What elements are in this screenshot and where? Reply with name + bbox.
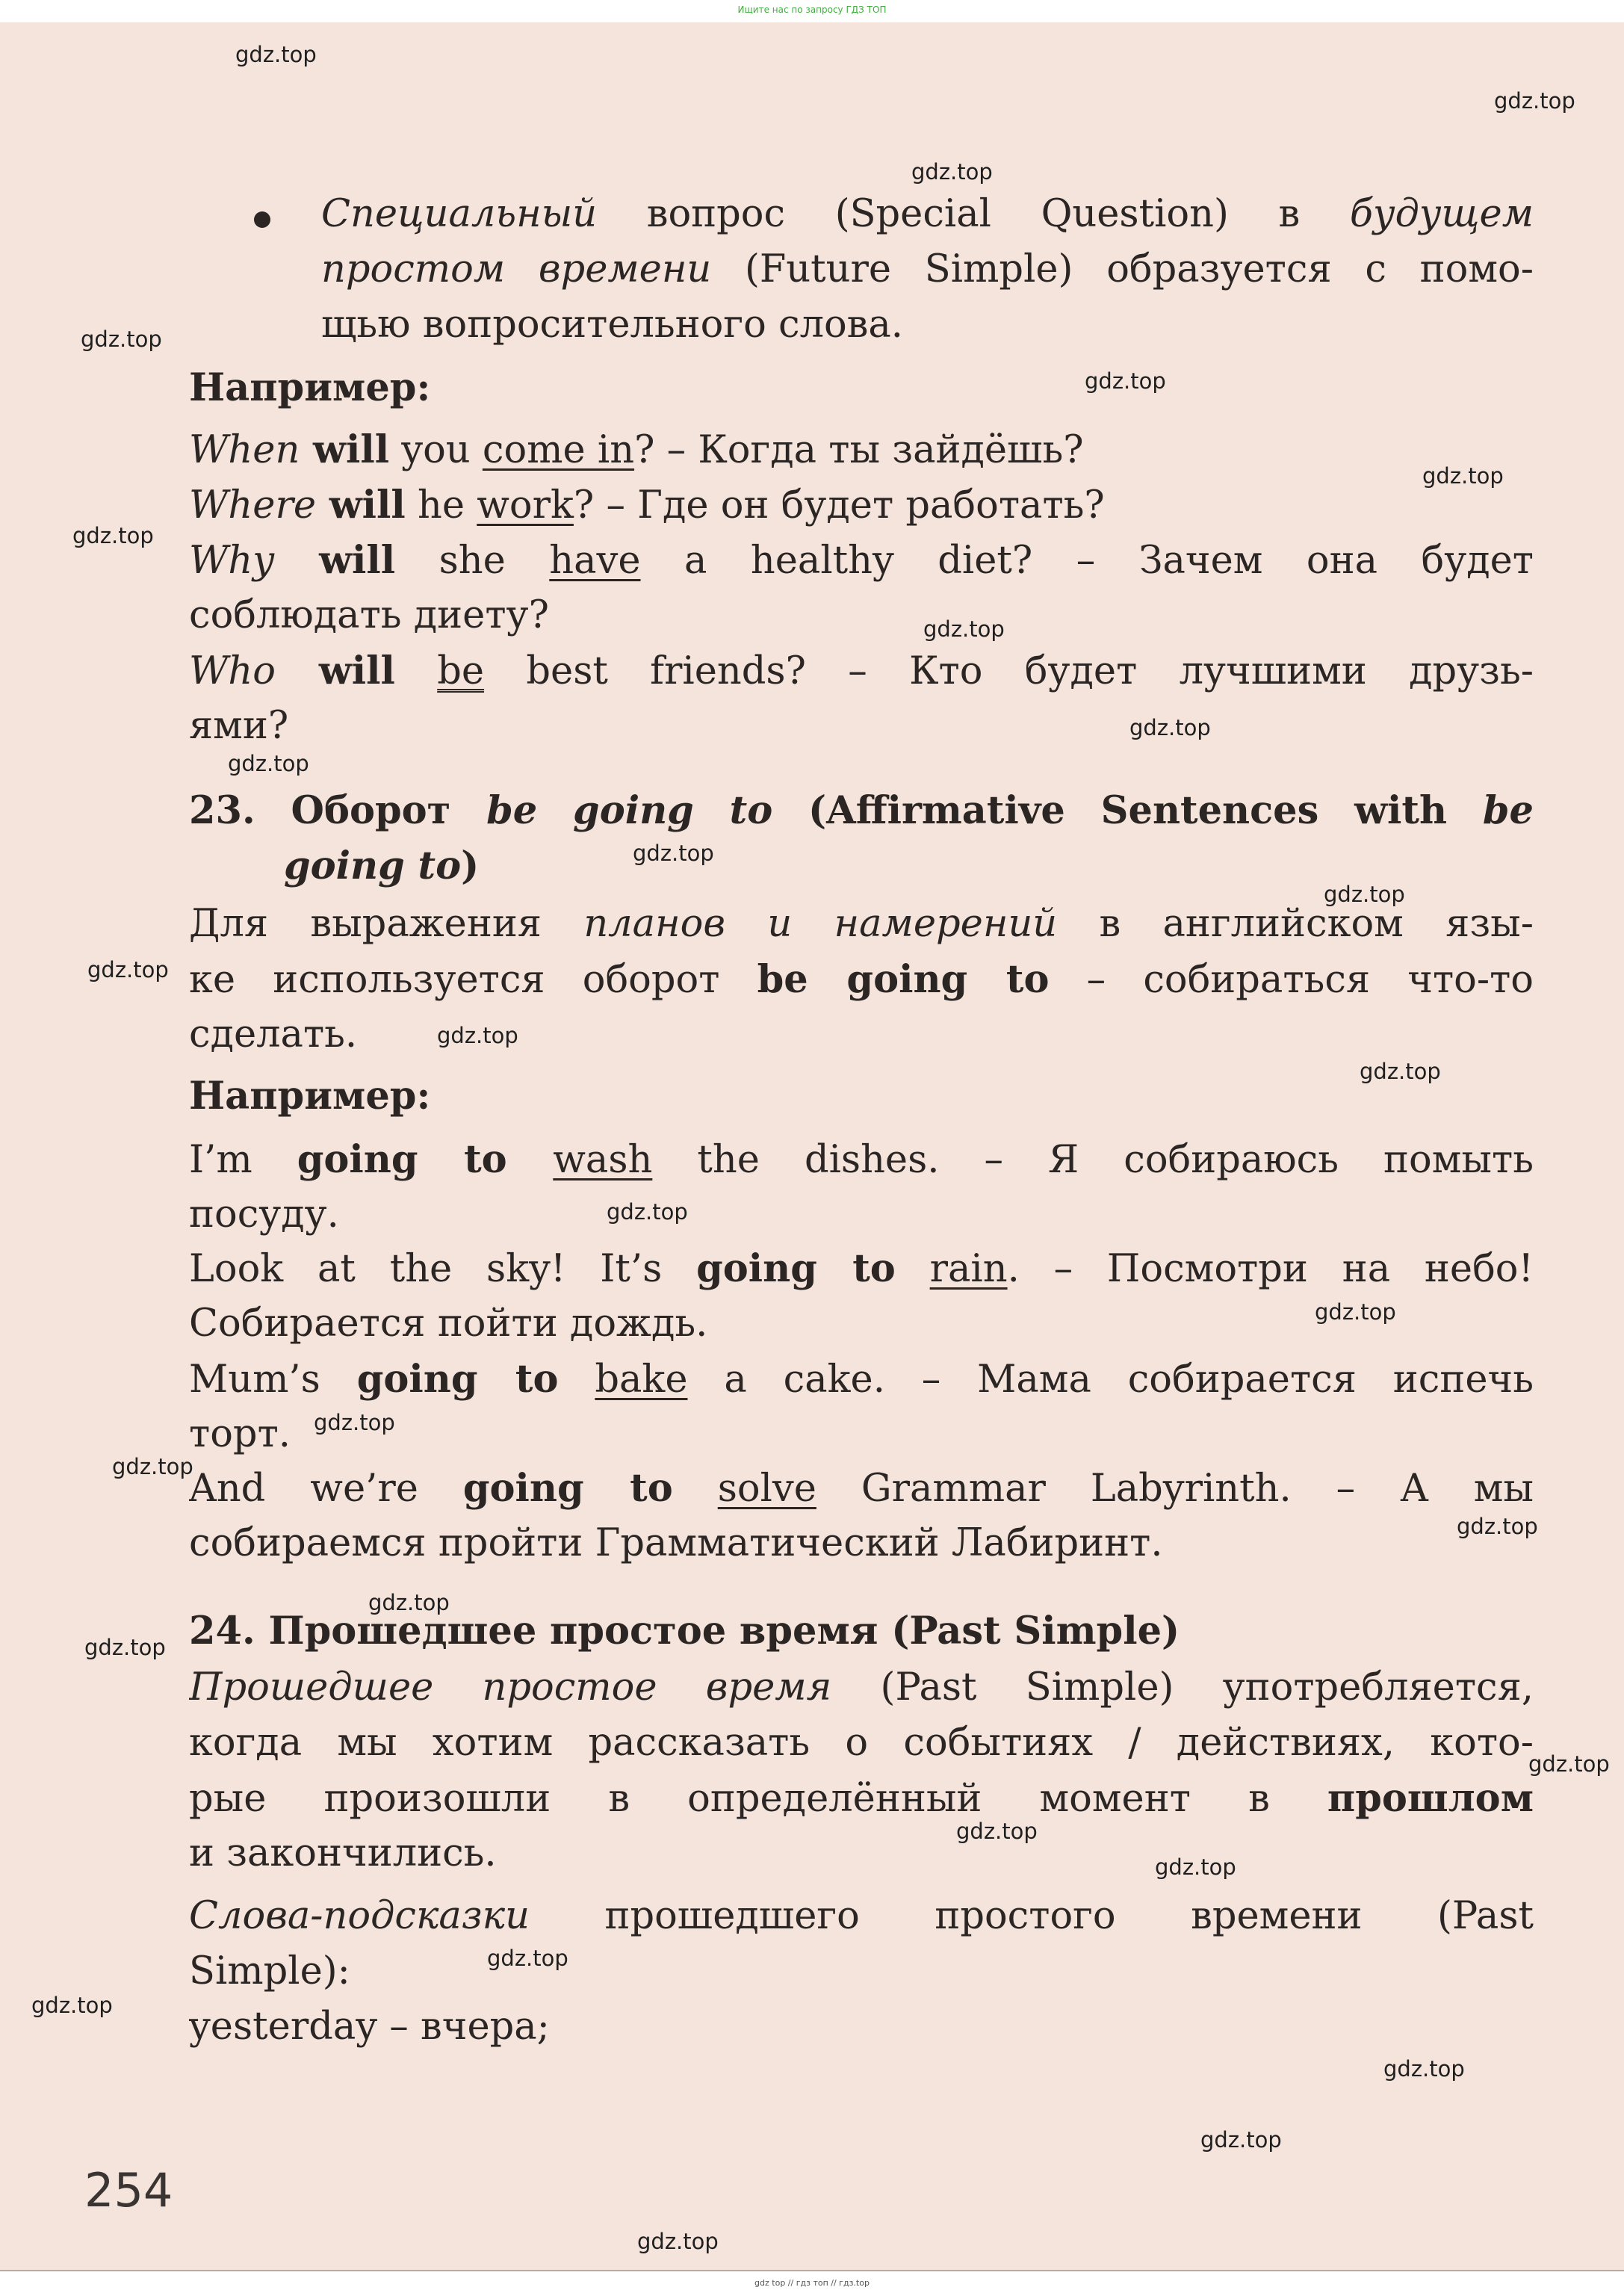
watermark[interactable]: gdz.top: [1360, 1059, 1441, 1084]
watermark[interactable]: gdz.top: [1494, 88, 1575, 114]
example-label: Например:: [189, 365, 431, 410]
watermark[interactable]: gdz.top: [633, 841, 714, 866]
s24-line-4: и закончились.: [189, 1831, 497, 1875]
watermark[interactable]: gdz.top: [1324, 882, 1405, 907]
s23-example-2-cont: Собирается пойти дождь.: [189, 1302, 708, 1346]
watermark[interactable]: gdz.top: [923, 616, 1005, 642]
watermark[interactable]: gdz.top: [1200, 2127, 1282, 2153]
bullet-line-2: простом времени (Future Simple) образуется с помо-: [321, 247, 1534, 291]
section-23-title: 23. Оборот be going to (Affirmative Sentences with be: [189, 788, 1534, 833]
s23-example-3: Mum’s going to bake a cake. – Мама собирается испечь: [189, 1357, 1534, 1402]
section-24-title: 24. Прошедшее простое время (Past Simple): [189, 1609, 1180, 1653]
watermark[interactable]: gdz.top: [31, 1993, 113, 2018]
watermark[interactable]: gdz.top: [437, 1023, 518, 1048]
watermark[interactable]: gdz.top: [81, 327, 162, 352]
watermark[interactable]: gdz.top: [487, 1946, 568, 1971]
watermark[interactable]: gdz.top: [112, 1454, 193, 1479]
example-who: Who will be best friends? – Кто будет лучшими друзь-: [189, 649, 1534, 693]
s24-line-6: Simple):: [189, 1949, 350, 1993]
watermark[interactable]: gdz.top: [235, 42, 317, 67]
example-why-cont: соблюдать диету?: [189, 593, 549, 637]
bottom-banner-text[interactable]: gdz top // гдз топ // гдз.top: [754, 2278, 870, 2288]
watermark[interactable]: gdz.top: [637, 2229, 719, 2254]
example-why: Why will she have a healthy diet? – Зачем она будет: [189, 538, 1534, 583]
example-when: When will you come in? – Когда ты зайдёшь?: [189, 427, 1084, 472]
watermark[interactable]: gdz.top: [956, 1819, 1038, 1844]
bullet-dot: [254, 211, 270, 228]
s23-example-1-cont: посуду.: [189, 1192, 339, 1237]
s23-example-1: I’m going to wash the dishes. – Я собираюсь помыть: [189, 1137, 1534, 1182]
watermark[interactable]: gdz.top: [87, 957, 169, 983]
watermark[interactable]: gdz.top: [1457, 1514, 1538, 1539]
s23-example-label: Например:: [189, 1074, 431, 1118]
s23-example-3-cont: торт.: [189, 1412, 291, 1456]
watermark[interactable]: gdz.top: [1383, 2056, 1465, 2082]
section-23-title-cont: going to): [284, 844, 480, 888]
watermark[interactable]: gdz.top: [1085, 368, 1166, 394]
watermark[interactable]: gdz.top: [1422, 463, 1504, 489]
s23-para-line-2: ке используется оборот be going to – собираться что-то: [189, 957, 1534, 1002]
page-number: 254: [84, 2163, 173, 2218]
watermark[interactable]: gdz.top: [1528, 1751, 1610, 1777]
s24-line-1: Прошедшее простое время (Past Simple) употребляется,: [189, 1665, 1534, 1709]
example-who-cont: ями?: [189, 704, 289, 748]
s24-line-7: yesterday – вчера;: [189, 2005, 550, 2049]
watermark[interactable]: gdz.top: [84, 1635, 166, 1660]
watermark[interactable]: gdz.top: [368, 1590, 450, 1615]
s23-para-line-1: Для выражения планов и намерений в английском язы-: [189, 902, 1534, 946]
watermark[interactable]: gdz.top: [314, 1410, 395, 1435]
watermark[interactable]: gdz.top: [228, 751, 309, 776]
bullet-line-1: Специальный вопрос (Special Question) в будущем: [321, 192, 1534, 236]
top-banner-text[interactable]: Ищите нас по запросу ГДЗ ТОП: [737, 4, 887, 15]
watermark[interactable]: gdz.top: [1155, 1854, 1236, 1880]
bottom-banner: [0, 2270, 1624, 2296]
s23-example-4-cont: собираемся пройти Грамматический Лабиринт.: [189, 1521, 1163, 1565]
watermark[interactable]: gdz.top: [1315, 1299, 1396, 1325]
watermark[interactable]: gdz.top: [607, 1199, 688, 1225]
s23-para-line-3: сделать.: [189, 1012, 358, 1056]
s24-line-3: рые произошли в определённый момент в прошлом: [189, 1776, 1534, 1821]
top-banner: [0, 0, 1624, 22]
bullet-line-3: щью вопросительного слова.: [321, 303, 903, 347]
s23-example-2: Look at the sky! It’s going to rain. – Посмотри на небо!: [189, 1246, 1534, 1291]
s23-example-4: And we’re going to solve Grammar Labyrinth. – А мы: [189, 1466, 1534, 1511]
watermark[interactable]: gdz.top: [911, 159, 993, 185]
s24-line-5: Слова-подсказки прошедшего простого времени (Past: [189, 1894, 1534, 1938]
watermark[interactable]: gdz.top: [72, 523, 154, 548]
s24-line-2: когда мы хотим рассказать о событиях / действиях, кото-: [189, 1721, 1534, 1765]
example-where: Where will he work? – Где он будет работать?: [189, 483, 1105, 527]
watermark[interactable]: gdz.top: [1129, 715, 1211, 740]
